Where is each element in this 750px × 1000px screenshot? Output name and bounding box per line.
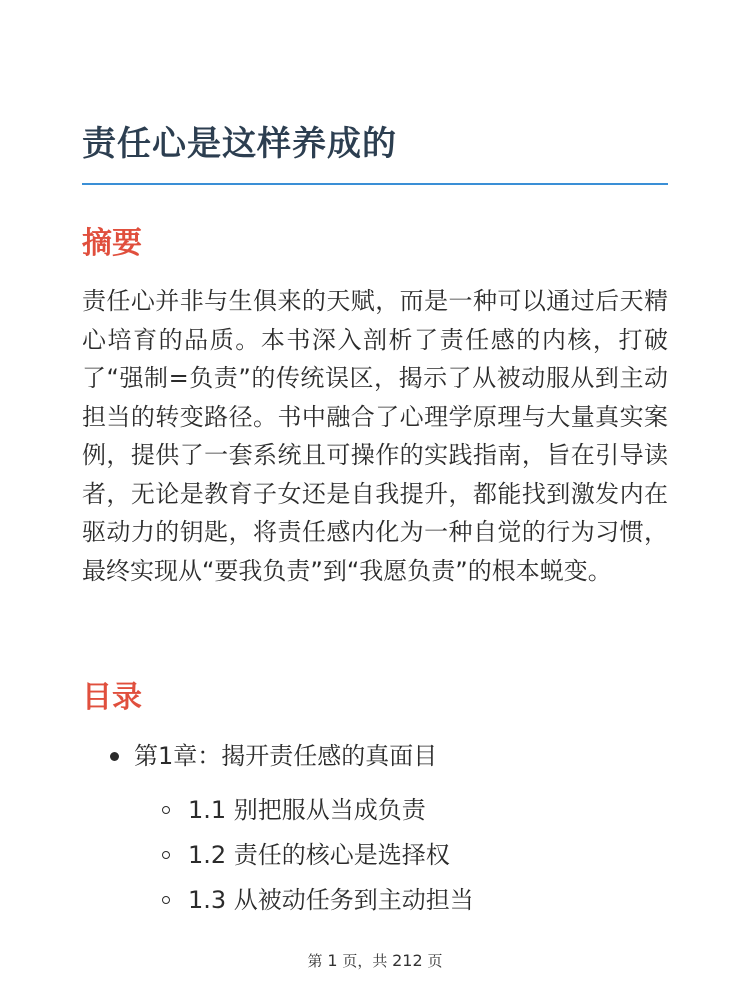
toc-heading: 目录	[82, 680, 142, 715]
toc-section-list	[134, 788, 668, 923]
bullet-circle-icon	[162, 806, 170, 814]
footer-prefix: 第	[307, 952, 323, 970]
bullet-disc-icon	[110, 752, 119, 761]
toc-section-label: 1.3 从被动任务到主动担当	[188, 886, 474, 914]
toc-list	[82, 734, 668, 923]
toc-section-label: 1.1 别把服从当成负责	[188, 796, 426, 824]
toc-chapter-item	[82, 734, 668, 923]
toc-section-item	[134, 878, 668, 923]
abstract-paragraph: 责任心并非与生俱来的天赋，而是一种可以通过后天精心培育的品质。本书深入剖析了责任感的内核，打破了“强制=负责”的传统误区，揭示了从被动服从到主动担当的转变路径。书中融合了心理学原理与大量真实案例，提供了一套系统且可操作的实践指南，旨在引导读者，无论是教育子女还是自我提升，都能找到激发内在驱动力的钥匙，将责任感内化为一种自觉的行为习惯，最终实现从“要我负责”到“我愿负责”的根本蜕变。	[82, 287, 668, 585]
toc-section-item	[134, 833, 668, 878]
page-footer	[0, 950, 750, 971]
footer-page-number: 1	[327, 951, 338, 970]
toc-section-label: 1.2 责任的核心是选择权	[188, 841, 450, 869]
page-title: 责任心是这样养成的	[82, 124, 397, 164]
bullet-circle-icon	[162, 896, 170, 904]
bullet-circle-icon	[162, 851, 170, 859]
footer-total-pages: 212	[392, 951, 423, 970]
footer-middle: 页，共	[342, 952, 388, 970]
toc-chapter-label: 第1章：揭开责任感的真面目	[134, 742, 438, 770]
footer-suffix: 页	[427, 952, 443, 970]
title-divider	[82, 183, 668, 185]
abstract-heading: 摘要	[82, 226, 142, 261]
toc-section-item	[134, 788, 668, 833]
